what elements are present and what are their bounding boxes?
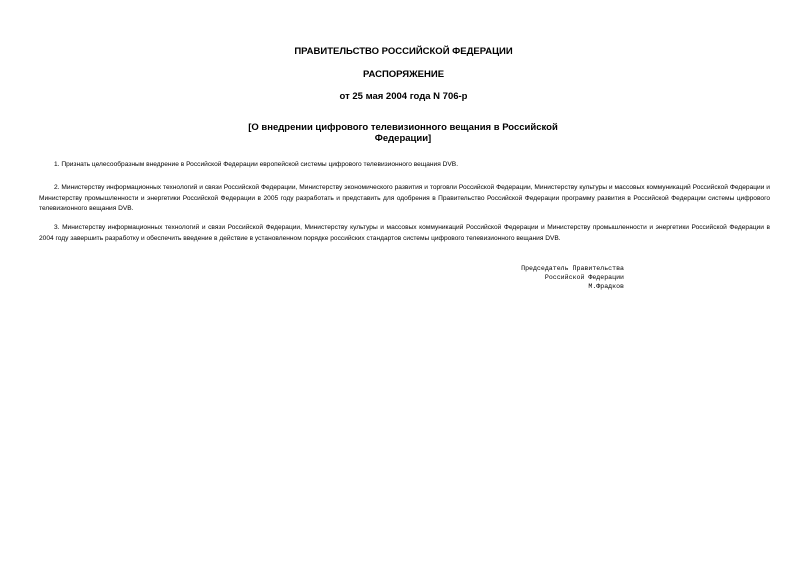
document-title: [О внедрении цифрового телевизионного вещания в Российской Федерации]: [248, 122, 558, 144]
document-date-number: от 25 мая 2004 года N 706-р: [339, 91, 468, 102]
paragraph-2: 2. Министерству информационных технологий и связи Российской Федерации, Министерству экономического развития и торговли Российской Федерации, Министерству культуры и массовых коммуникаций Российской Федерации и Министерству промышленности и энергетики Российской Федерации в 2005 году разработать и представить для одобрения в Правительство Российской Федерации программу развития в Российской Федерации системы цифрового телевизионного вещания DVB.: [39, 184, 770, 212]
signature-name: М.Фрадков: [588, 283, 624, 290]
document-type: РАСПОРЯЖЕНИЕ: [362, 69, 445, 80]
signature-organization: Российской Федерации: [544, 274, 624, 281]
paragraph-1: 1. Признать целесообразным внедрение в Российской Федерации европейской системы цифрового телевизионного вещания DVB.: [54, 161, 459, 168]
signature-position: Председатель Правительства: [521, 265, 624, 272]
government-header: ПРАВИТЕЛЬСТВО РОССИЙСКОЙ ФЕДЕРАЦИИ: [294, 46, 513, 57]
paragraph-3: 3. Министерству информационных технологий и связи Российской Федерации, Министерству культуры и массовых коммуникаций Российской Федерации и Министерству промышленности и энергетики Российской Федерации в 2004 году завершить разработку и обеспечить введение в действие в установленном порядке российских стандартов системы цифрового телевизионного вещания DVB.: [39, 224, 770, 242]
